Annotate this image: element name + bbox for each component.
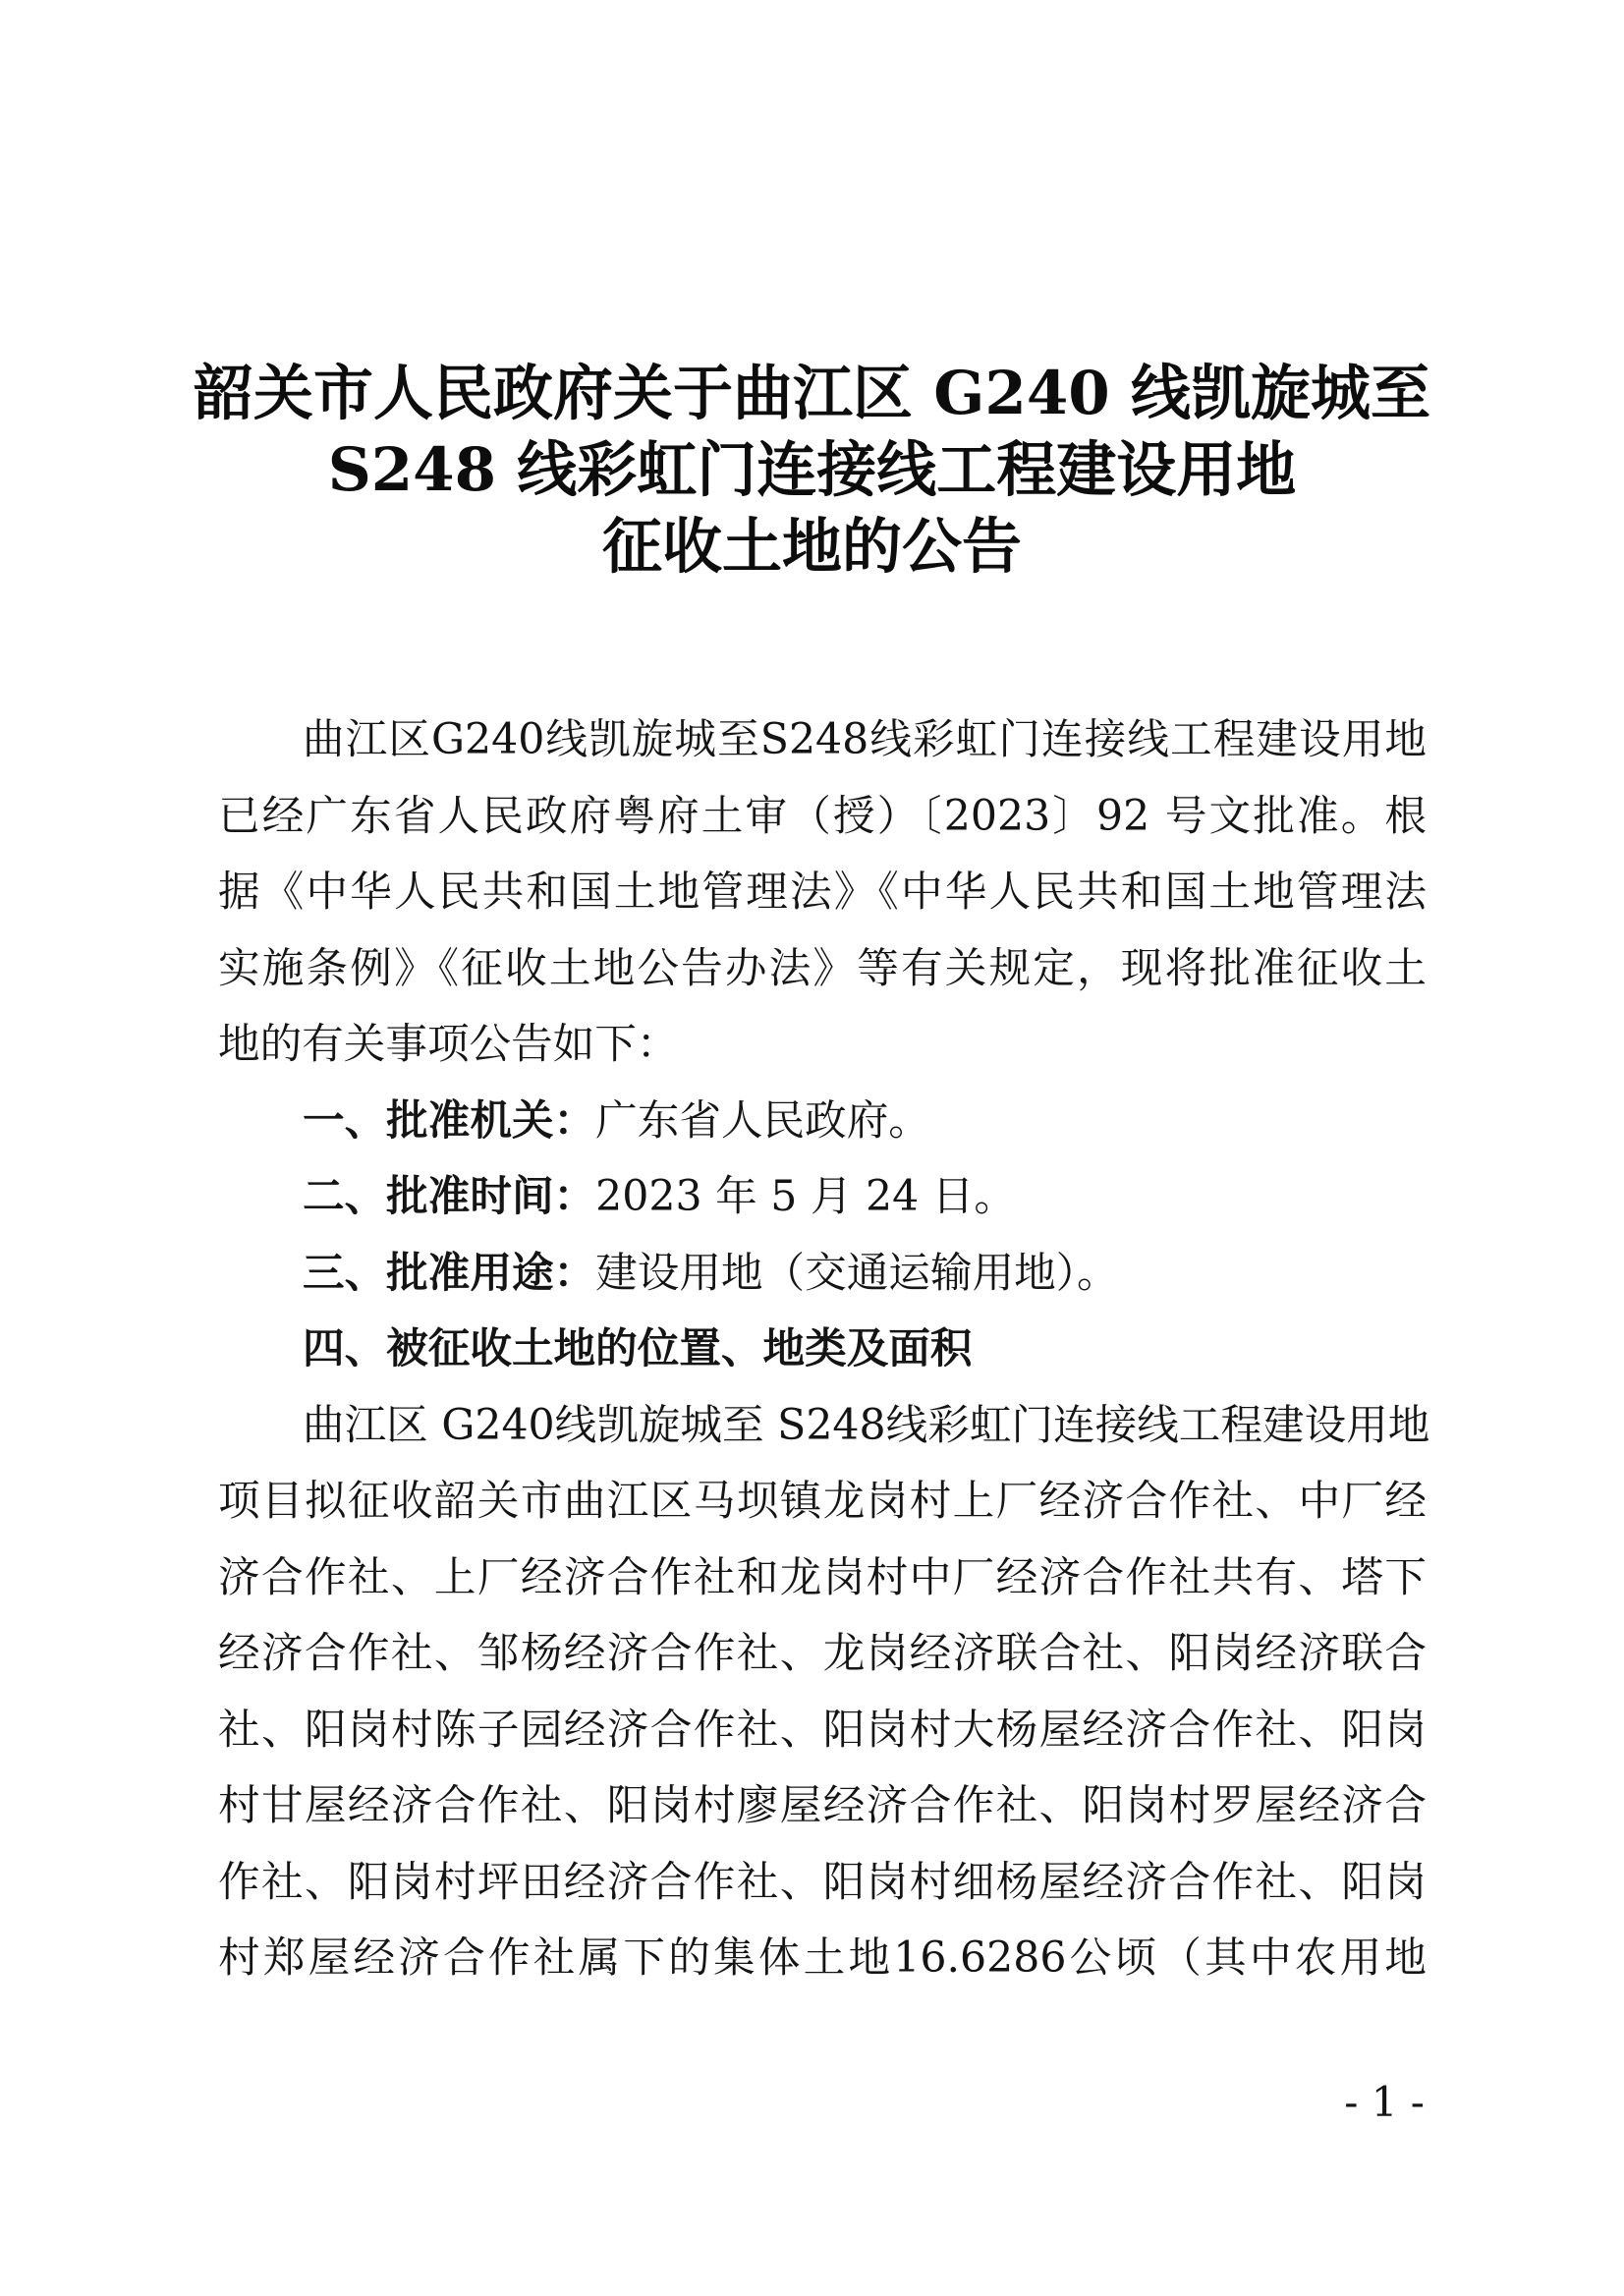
section-4-line-6: 村甘屋经济合作社、阳岗村廖屋经济合作社、阳岗村罗屋经济合 — [218, 1781, 1427, 1830]
page-number: - 1 - — [1344, 2078, 1425, 2126]
approval-use-label: 三、批准用途： — [303, 1248, 596, 1298]
section-4-line-3: 济合作社、上厂经济合作社和龙岗村中厂经济合作社共有、塔下 — [218, 1552, 1427, 1602]
approval-time — [218, 1159, 1427, 1236]
intro-line-3: 据《中华人民共和国土地管理法》《中华人民共和国土地管理法 — [218, 868, 1427, 917]
intro-line-1: 曲江区G240线凯旋城至S248线彩虹门连接线工程建设用地 — [303, 715, 1427, 764]
title-line-3: 征收土地的公告 — [601, 512, 1022, 582]
intro-line-4: 实施条例》《征收土地公告办法》等有关规定，现将批准征收土 — [218, 943, 1427, 993]
section-4-paragraph — [218, 1388, 1430, 1997]
approval-use-value: 建设用地（交通运输用地）。 — [595, 1248, 1119, 1298]
intro-paragraph — [218, 702, 1427, 1084]
title-line-2: S248 线彩虹门连接线工程建设用地 — [327, 435, 1297, 505]
document-body — [218, 702, 1430, 1997]
section-4-line-8: 村郑屋经济合作社属下的集体土地16.6286公顷（其中农用地 — [218, 1933, 1427, 1983]
approval-authority-value: 广东省人民政府。 — [595, 1095, 930, 1146]
intro-line-5: 地的有关事项公告如下： — [218, 1020, 679, 1069]
section-4-line-4: 经济合作社、邹杨经济合作社、龙岗经济联合社、阳岗经济联合 — [218, 1629, 1427, 1678]
approval-authority-label: 一、批准机关： — [303, 1095, 596, 1146]
approval-authority — [218, 1084, 1427, 1160]
title-line-1: 韶关市人民政府关于曲江区 G240 线凯旋城至 — [194, 359, 1430, 428]
section-4-heading: 四、被征收土地的位置、地类及面积 — [303, 1324, 973, 1373]
intro-line-2: 已经广东省人民政府粤府土审（授）〔2023〕92 号文批准。根 — [218, 791, 1427, 841]
approval-time-value: 2023 年 5 月 24 日。 — [595, 1172, 1016, 1221]
section-4-line-7: 作社、阳岗村坪田经济合作社、阳岗村细杨屋经济合作社、阳岗 — [218, 1857, 1427, 1907]
section-4-line-1: 曲江区 G240线凯旋城至 S248线彩虹门连接线工程建设用地 — [303, 1400, 1430, 1450]
approval-use — [218, 1236, 1427, 1313]
approval-time-label: 二、批准时间： — [303, 1172, 596, 1221]
section-4-line-5: 社、阳岗村陈子园经济合作社、阳岗村大杨屋经济合作社、阳岗 — [218, 1705, 1427, 1755]
section-4-line-2: 项目拟征收韶关市曲江区马坝镇龙岗村上厂经济合作社、中厂经 — [218, 1477, 1427, 1526]
document-title — [177, 356, 1447, 586]
